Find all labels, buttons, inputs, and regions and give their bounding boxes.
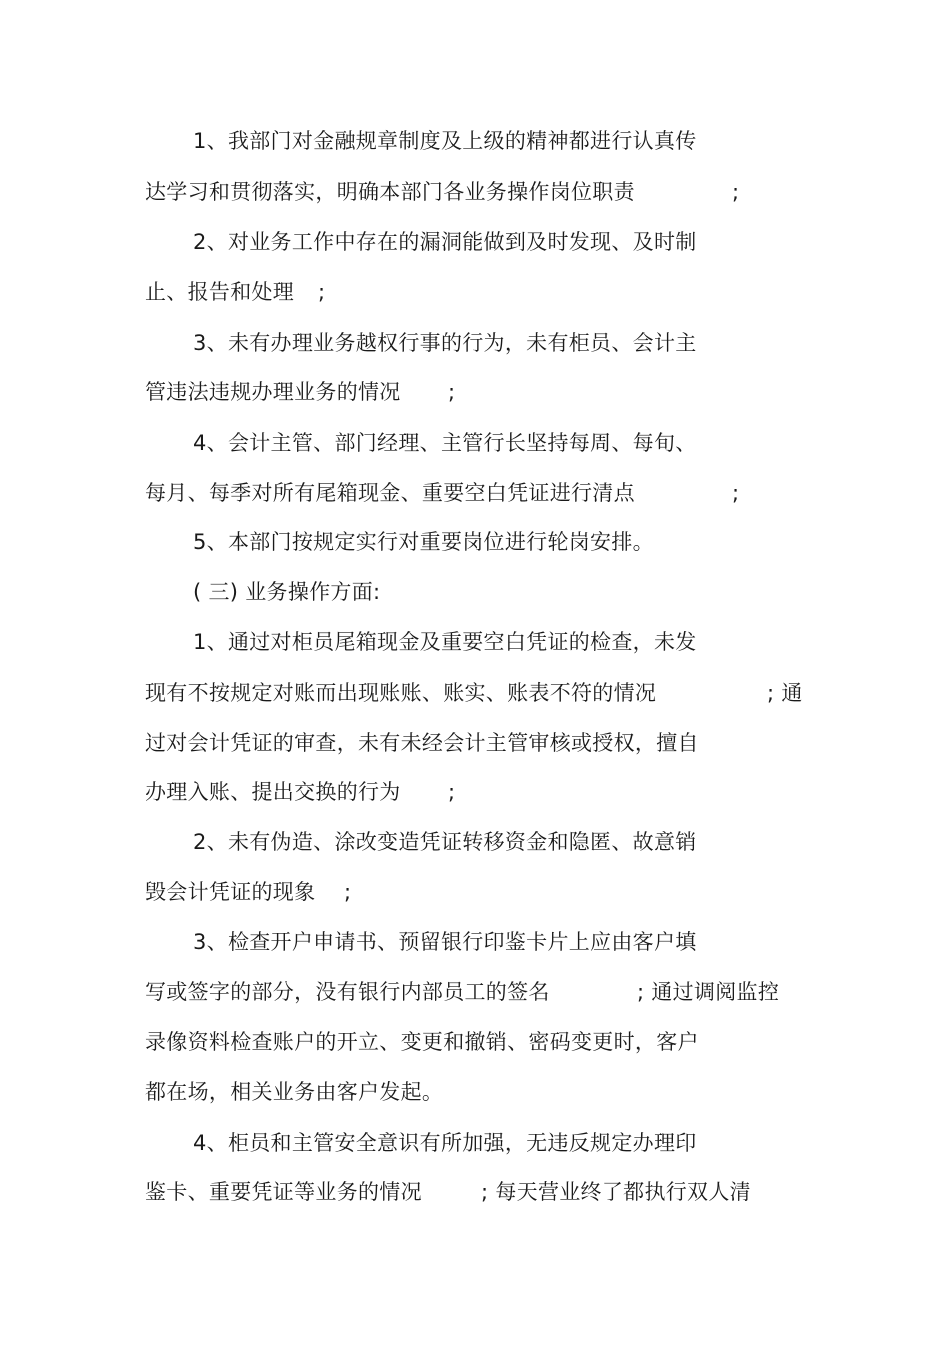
line-text: 1、通过对柜员尾箱现金及重要空白凭证的检查，未发 [193,630,697,654]
line-text: 止、报告和处理 [145,280,295,304]
line-text: 5、本部门按规定实行对重要岗位进行轮岗安排。 [193,530,654,554]
line-text: 2、未有伪造、涂改变造凭证转移资金和隐匿、故意销 [193,830,697,854]
line-text: 办理入账、提出交换的行为 [145,780,401,804]
line-tail: ; [318,280,326,304]
line-tail: ; [344,880,352,904]
line-text: 过对会计凭证的审查，未有未经会计主管审核或授权，擅自 [145,731,699,755]
line-text: 4、柜员和主管安全意识有所加强，无违反规定办理印 [193,1131,697,1155]
line-text: 鉴卡、重要凭证等业务的情况 [145,1180,422,1204]
line-text: 写或签字的部分，没有银行内部员工的签名 [145,980,550,1004]
line-text: 3、未有办理业务越权行事的行为，未有柜员、会计主 [193,331,697,355]
line-text: 每月、每季对所有尾箱现金、重要空白凭证进行清点 [145,481,635,505]
line-text: ( 三) 业务操作方面: [193,580,381,604]
line-tail: ; 通 [767,681,803,705]
line-tail: ; [732,481,740,505]
line-text: 管违法违规办理业务的情况 [145,380,401,404]
line-tail: ; [732,180,740,204]
line-text: 达学习和贯彻落实，明确本部门各业务操作岗位职责 [145,180,635,204]
line-text: 1、我部门对金融规章制度及上级的精神都进行认真传 [193,129,697,153]
line-text: 现有不按规定对账而出现账账、账实、账表不符的情况 [145,681,657,705]
line-tail: ; [448,780,456,804]
line-tail: ; [448,380,456,404]
line-text: 2、对业务工作中存在的漏洞能做到及时发现、及时制 [193,230,697,254]
line-tail: ; 通过调阅监控 [637,980,780,1004]
line-text: 4、会计主管、部门经理、主管行长坚持每周、每旬、 [193,431,697,455]
line-tail: ; 每天营业终了都执行双人清 [481,1180,751,1204]
line-text: 都在场，相关业务由客户发起。 [145,1080,444,1104]
line-text: 录像资料检查账户的开立、变更和撤销、密码变更时，客户 [145,1030,699,1054]
line-text: 3、检查开户申请书、预留银行印鉴卡片上应由客户填 [193,930,697,954]
line-text: 毁会计凭证的现象 [145,880,316,904]
